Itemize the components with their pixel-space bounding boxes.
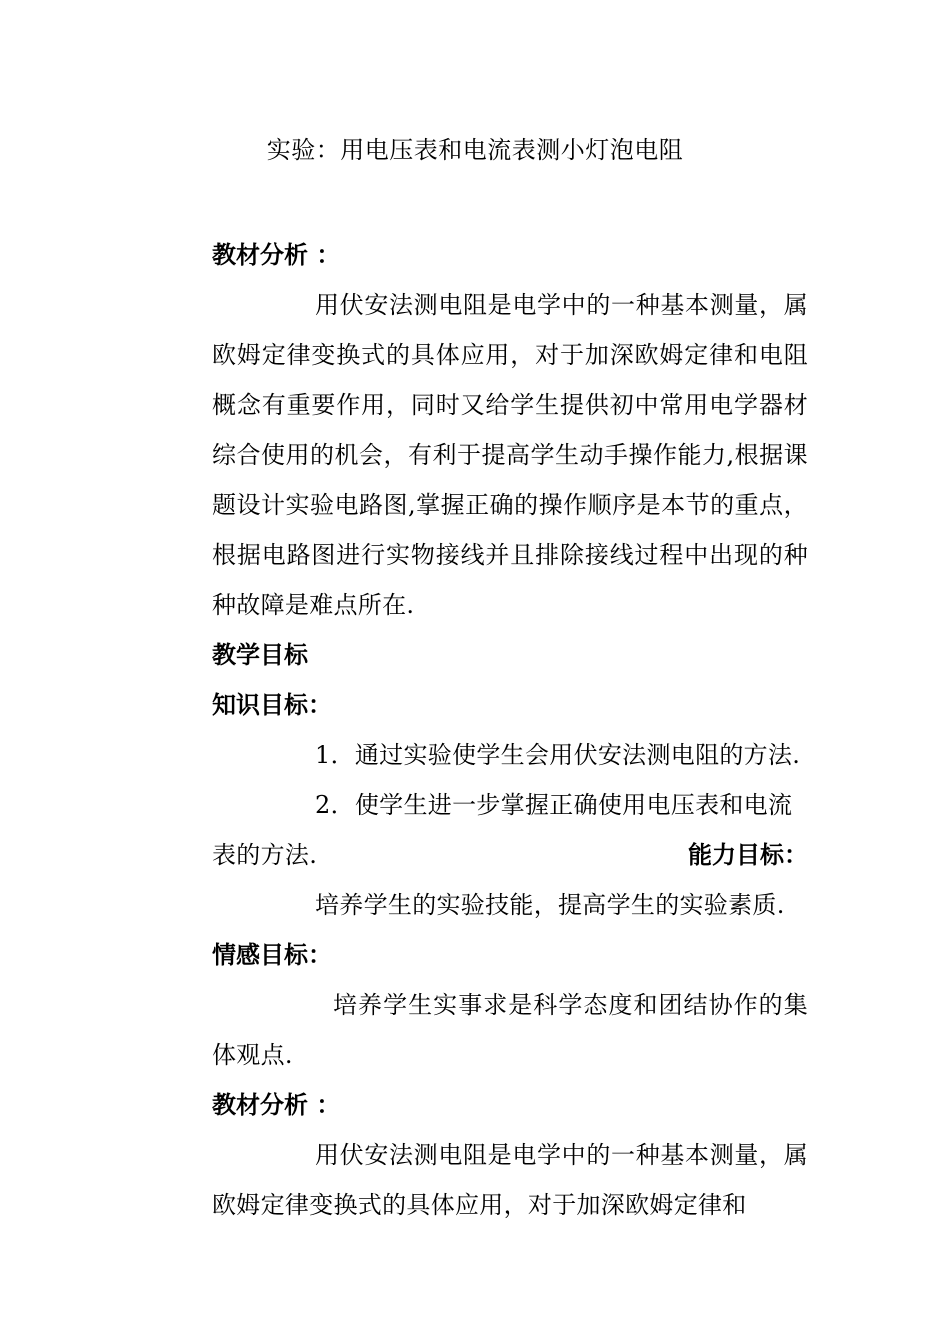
analysis-heading-repeat: 教材分析 ：	[212, 1091, 341, 1119]
document-body	[212, 230, 808, 1230]
knowledge-goals-heading: 知识目标：	[212, 691, 332, 719]
analysis-paragraph-repeat: 用伏安法测电阻是电学中的一种基本测量，属欧姆定律变换式的具体应用，对于加深欧姆定律和	[212, 1141, 808, 1219]
ability-goals-heading: 能力目标：	[688, 841, 808, 869]
knowledge-goal-item-1: 1．通过实验使学生会用伏安法测电阻的方法.	[315, 741, 801, 769]
teaching-goals-heading: 教学目标	[212, 641, 308, 669]
knowledge-goal-item-2-continued: 表的方法.	[212, 841, 318, 869]
analysis-heading: 教材分析 ：	[212, 241, 341, 269]
page-title: 实验：用电压表和电流表测小灯泡电阻	[266, 136, 684, 164]
ability-goal-paragraph: 培养学生的实验技能，提高学生的实验素质.	[315, 891, 785, 919]
emotion-goal-paragraph: 培养学生实事求是科学态度和团结协作的集体观点.	[212, 991, 808, 1069]
knowledge-goal-item-2: 2．使学生进一步掌握正确使用电压表和电流	[315, 791, 793, 819]
knowledge-ability-row	[212, 830, 808, 880]
emotion-goals-heading: 情感目标：	[212, 941, 332, 969]
analysis-paragraph: 用伏安法测电阻是电学中的一种基本测量，属欧姆定律变换式的具体应用，对于加深欧姆定律和电阻概念有重要作用，同时又给学生提供初中常用电学器材综合使用的机会，有利于提高学生动手操作能力,根据课题设计实验电路图,掌握正确的操作顺序是本节的重点，根据电路图进行实物接线并且排除接线过程中出现的种种故障是难点所在.	[212, 291, 808, 619]
